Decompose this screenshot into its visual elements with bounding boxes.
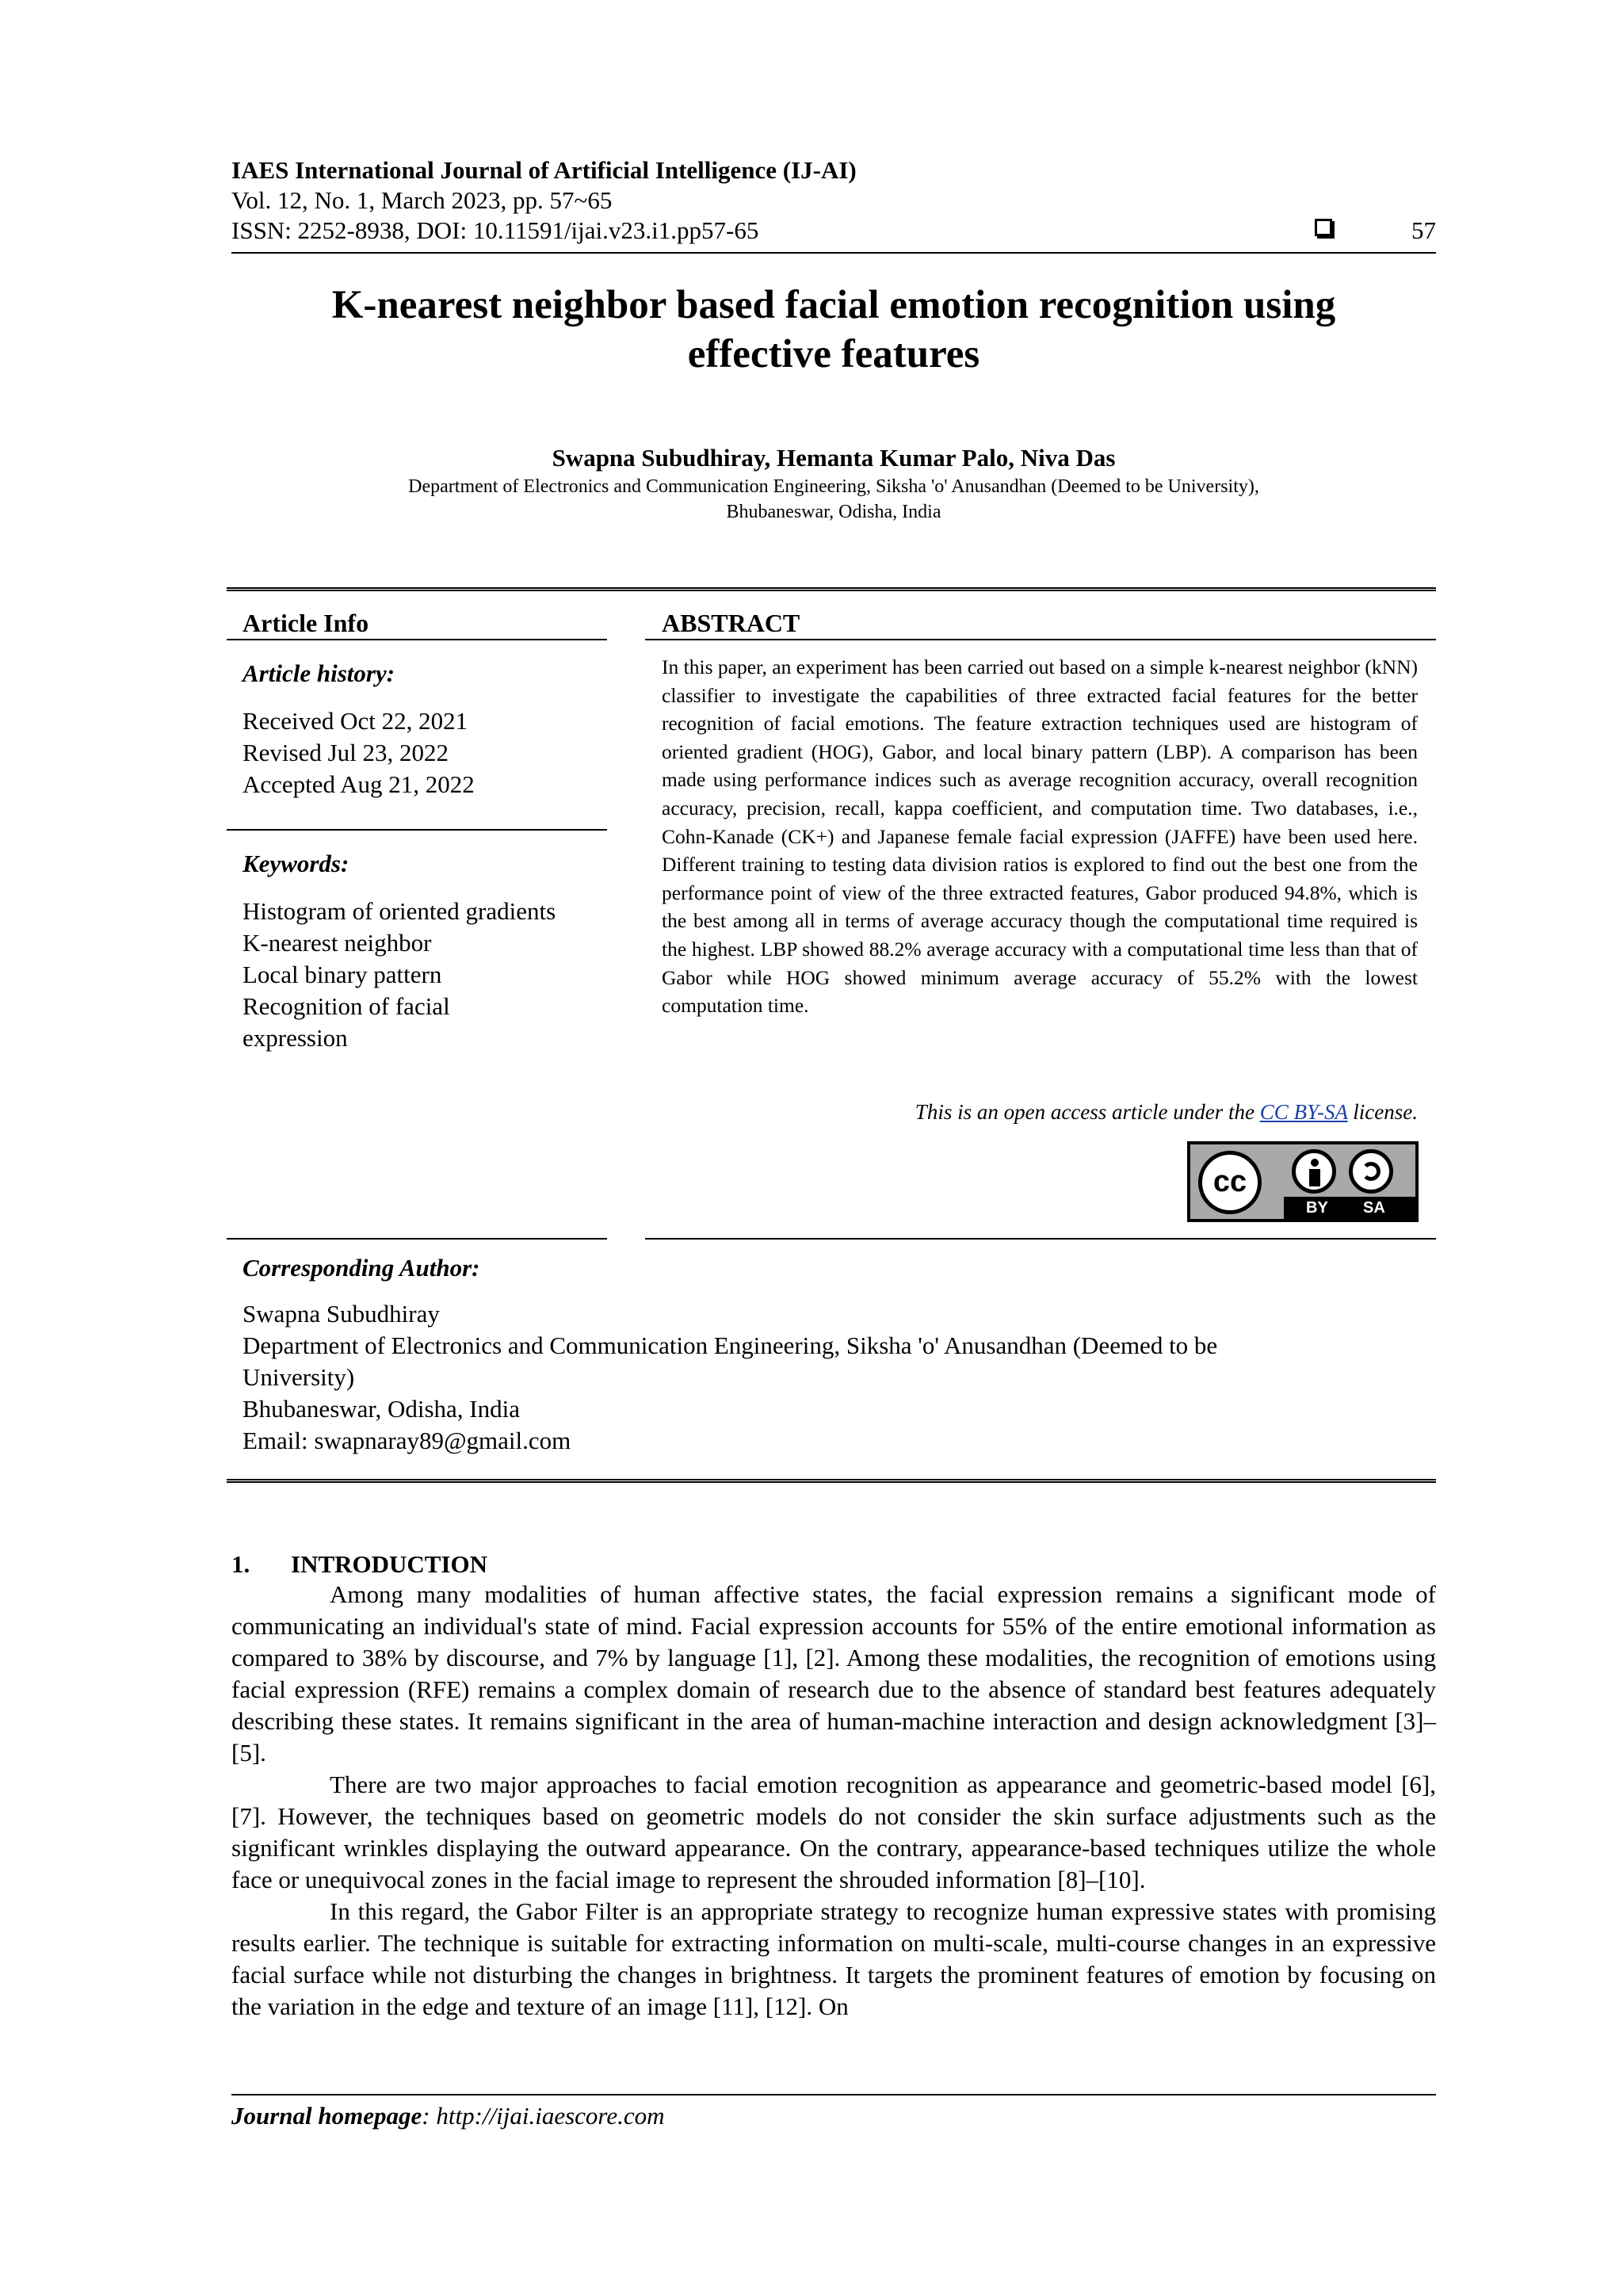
section-number: 1. xyxy=(231,1550,250,1578)
abstract-rule xyxy=(645,639,1436,640)
journal-name: IAES International Journal of Artificial Intelligence (IJ-AI) xyxy=(231,156,857,184)
keyword: K-nearest neighbor xyxy=(242,929,432,957)
revised-date: Revised Jul 23, 2022 xyxy=(242,739,449,766)
page-box-icon xyxy=(1315,219,1332,236)
corresponding-dept-line-1: Department of Electronics and Communication Engineering, Siksha 'o' Anusandhan (Deemed to be xyxy=(242,1331,1218,1359)
keyword: expression xyxy=(242,1024,348,1052)
abstract-heading: ABSTRACT xyxy=(662,609,800,637)
cc-logo-icon: cc xyxy=(1198,1151,1262,1214)
info-box-bottom-rule xyxy=(227,1479,1436,1483)
attribution-person-icon xyxy=(1292,1149,1336,1194)
affiliation-line-2: Bhubaneswar, Odisha, India xyxy=(726,502,941,522)
corresponding-author-details xyxy=(242,1298,1431,1457)
abstract-text: In this paper, an experiment has been carried out based on a simple k-nearest neighbor (kNN) classifier to investigate the capabilities of three extracted facial features for the better recognition of facial emotions. The feature extraction techniques used are histogram of oriented gradient (HOG), Gabor, and local binary pattern (LBP). A comparison has been made using performance indices such as average recognition accuracy, overall recognition accuracy, precision, recall, kappa coefficient, and computation time. Two databases, i.e., Cohn-Kanade (CK+) and Japanese female facial expression (JAFFE) have been used here. Different training to testing data division ratios is explored to find out the best one from the performance point of view of the three extracted features, Gabor produced 94.8%, which is the best among all in terms of average accuracy though the computational time required is the highest. LBP showed 88.2% average accuracy with a computational time less than that of Gabor while HOG showed minimum average accuracy of 55.2% with the lowest computation time. xyxy=(662,655,1418,1018)
paragraph: There are two major approaches to facial emotion recognition as appearance and geometric-based model [6], [7]. However, the techniques based on geometric models do not consider the skin surface adjustments such as the significant wrinkles displaying the outward appearance. On the contrary, appearance-based techniques utilize the whole face or unequivocal zones in the facial image to represent the shrouded information [8]–[10]. xyxy=(231,1771,1436,1893)
keywords-bottom-rule xyxy=(227,1238,607,1240)
footer-rule xyxy=(231,2094,1436,2095)
article-info-heading: Article Info xyxy=(242,609,369,637)
history-rule xyxy=(227,829,607,831)
page-number: 57 xyxy=(1411,216,1436,244)
article-history-heading: Article history: xyxy=(242,659,395,687)
info-box-top-rule xyxy=(227,587,1436,591)
issn-doi: ISSN: 2252-8938, DOI: 10.11591/ijai.v23.i1.pp57-65 xyxy=(231,216,759,244)
keyword: Histogram of oriented gradients xyxy=(242,897,556,925)
author-list: Swapna Subudhiray, Hemanta Kumar Palo, Niva Das xyxy=(552,444,1116,472)
license-text-pre: This is an open access article under the xyxy=(915,1100,1260,1124)
paper-title xyxy=(231,281,1436,379)
license-link[interactable]: CC BY-SA xyxy=(1259,1100,1348,1124)
introduction-body xyxy=(231,1579,1436,2023)
corresponding-city: Bhubaneswar, Odisha, India xyxy=(242,1395,521,1423)
volume-info: Vol. 12, No. 1, March 2023, pp. 57~65 xyxy=(231,186,613,214)
footer-url[interactable]: : http://ijai.iaescore.com xyxy=(422,2102,665,2130)
journal-homepage xyxy=(231,2100,664,2132)
affiliation xyxy=(231,474,1436,525)
corresponding-email: Email: swapnaray89@gmail.com xyxy=(242,1427,571,1454)
article-info-rule xyxy=(227,639,607,640)
section-heading-introduction xyxy=(231,1549,487,1580)
corresponding-dept-line-2: University) xyxy=(242,1363,355,1391)
by-label: BY xyxy=(1306,1199,1328,1217)
share-alike-icon xyxy=(1349,1149,1393,1194)
received-date: Received Oct 22, 2021 xyxy=(242,707,468,735)
by-sa-label-strip xyxy=(1284,1197,1417,1219)
license-text-post: license. xyxy=(1347,1100,1418,1124)
article-history xyxy=(242,705,599,800)
keywords-list xyxy=(242,896,599,1054)
paragraph: In this regard, the Gabor Filter is an appropriate strategy to recognize human expressive states with promising results earlier. The technique is suitable for extracting information on multi-scale, multi-course changes in an expressive facial surface while not disturbing the changes in brightness. It targets the prominent features of emotion by focusing on the variation in the edge and texture of an image [11], [12]. On xyxy=(231,1897,1436,2020)
header-rule xyxy=(231,252,1436,254)
keyword: Recognition of facial xyxy=(242,992,450,1020)
corresponding-author-heading: Corresponding Author: xyxy=(242,1254,480,1282)
paragraph: Among many modalities of human affective states, the facial expression remains a significant mode of communicating an individual's state of mind. Facial expression accounts for 55% of the entire emotional information as compared to 38% by discourse, and 7% by language [1], [2]. Among these modalities, the recognition of emotions using facial expression (RFE) remains a complex domain of research due to the absence of standard best features adequately describing these states. It remains significant in the area of human-machine interaction and design acknowledgment [3]–[5]. xyxy=(231,1580,1436,1767)
keyword: Local binary pattern xyxy=(242,961,442,988)
section-title: INTRODUCTION xyxy=(291,1550,488,1578)
keywords-heading: Keywords: xyxy=(242,850,349,877)
affiliation-line-1: Department of Electronics and Communication Engineering, Siksha 'o' Anusandhan (Deemed to be University), xyxy=(408,476,1259,497)
corresponding-name: Swapna Subudhiray xyxy=(242,1300,440,1328)
license-notice xyxy=(662,1098,1418,1126)
cc-by-sa-badge[interactable] xyxy=(1187,1141,1419,1222)
footer-label: Journal homepage xyxy=(231,2102,422,2130)
accepted-date: Accepted Aug 21, 2022 xyxy=(242,770,475,798)
title-line-1: K-nearest neighbor based facial emotion recognition using xyxy=(331,283,1336,327)
abstract-bottom-rule xyxy=(645,1238,1436,1240)
title-line-2: effective features xyxy=(687,332,980,376)
sa-label: SA xyxy=(1363,1199,1385,1217)
